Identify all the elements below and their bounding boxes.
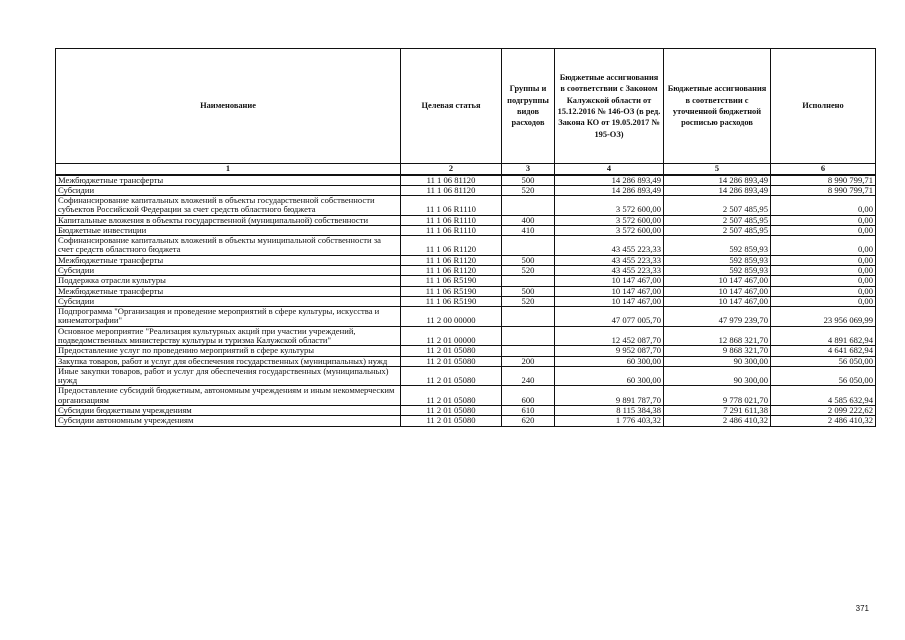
row-name: Поддержка отрасли культуры xyxy=(56,276,401,286)
header-refined-allocations: Бюджетные ассигнования в соответствии с уточненной бюджетной росписью расходов xyxy=(664,49,771,164)
row-name: Межбюджетные трансферты xyxy=(56,286,401,296)
table-row xyxy=(56,405,876,415)
header-law-allocations: Бюджетные ассигнования в соответствии с Законом Калужской области от 15.12.2016 № 146-ОЗ (в ред. Закона КО от 19.05.2017 № 195-ОЗ) xyxy=(555,49,664,164)
row-name: Межбюджетные трансферты xyxy=(56,175,401,186)
row-name: Субсидии xyxy=(56,266,401,276)
row-law-allocation: 43 455 223,33 xyxy=(555,255,664,265)
row-executed: 0,00 xyxy=(771,196,876,216)
row-target-article: 11 2 01 05080 xyxy=(401,416,502,426)
row-target-article: 11 1 06 R1120 xyxy=(401,255,502,265)
row-name: Подпрограмма "Организация и проведение мероприятий в сфере культуры, искусства и кинематографии" xyxy=(56,307,401,327)
row-expense-group xyxy=(502,346,555,356)
row-law-allocation: 47 077 005,70 xyxy=(555,307,664,327)
row-name: Закупка товаров, работ и услуг для обеспечения государственных (муниципальных) нужд xyxy=(56,356,401,366)
column-number: 1 xyxy=(56,164,401,175)
row-target-article: 11 1 06 R5190 xyxy=(401,296,502,306)
row-name: Субсидии бюджетным учреждениям xyxy=(56,405,401,415)
row-law-allocation: 60 300,00 xyxy=(555,356,664,366)
row-target-article: 11 2 01 00000 xyxy=(401,326,502,346)
header-row xyxy=(56,49,876,164)
row-law-allocation: 3 572 600,00 xyxy=(555,196,664,216)
row-law-allocation: 8 115 384,38 xyxy=(555,405,664,415)
row-law-allocation: 60 300,00 xyxy=(555,366,664,386)
row-expense-group: 240 xyxy=(502,366,555,386)
row-expense-group: 500 xyxy=(502,175,555,186)
table-row xyxy=(56,356,876,366)
row-refined-allocation: 14 286 893,49 xyxy=(664,175,771,186)
row-name: Основное мероприятие "Реализация культурных акций при участии учреждений, подведомственных министерству культуры и туризма Калужской области" xyxy=(56,326,401,346)
row-target-article: 11 1 06 R1120 xyxy=(401,266,502,276)
row-expense-group: 610 xyxy=(502,405,555,415)
row-name: Предоставление услуг по проведению мероприятий в сфере культуры xyxy=(56,346,401,356)
row-refined-allocation: 47 979 239,70 xyxy=(664,307,771,327)
row-law-allocation: 14 286 893,49 xyxy=(555,185,664,195)
page-number: 371 xyxy=(855,604,869,613)
row-expense-group: 600 xyxy=(502,386,555,406)
table-row xyxy=(56,366,876,386)
table-row xyxy=(56,296,876,306)
row-law-allocation: 1 776 403,32 xyxy=(555,416,664,426)
row-name: Субсидии xyxy=(56,296,401,306)
row-law-allocation: 14 286 893,49 xyxy=(555,175,664,186)
header-expense-groups: Группы и подгруппы видов расходов xyxy=(502,49,555,164)
row-refined-allocation: 9 868 321,70 xyxy=(664,346,771,356)
row-name: Субсидии xyxy=(56,185,401,195)
table-row xyxy=(56,215,876,225)
table-row xyxy=(56,255,876,265)
row-target-article: 11 2 01 05080 xyxy=(401,405,502,415)
row-executed: 8 990 799,71 xyxy=(771,175,876,186)
row-executed: 23 956 069,99 xyxy=(771,307,876,327)
row-executed: 2 099 222,62 xyxy=(771,405,876,415)
budget-execution-table xyxy=(55,48,876,427)
row-expense-group: 520 xyxy=(502,266,555,276)
row-target-article: 11 2 01 05080 xyxy=(401,386,502,406)
row-executed: 0,00 xyxy=(771,225,876,235)
row-target-article: 11 2 01 05080 xyxy=(401,346,502,356)
row-name: Иные закупки товаров, работ и услуг для обеспечения государственных (муниципальных) нужд xyxy=(56,366,401,386)
row-law-allocation: 43 455 223,33 xyxy=(555,236,664,256)
table-row xyxy=(56,276,876,286)
row-executed: 0,00 xyxy=(771,236,876,256)
row-executed: 0,00 xyxy=(771,286,876,296)
row-executed: 4 585 632,94 xyxy=(771,386,876,406)
row-executed: 8 990 799,71 xyxy=(771,185,876,195)
row-name: Бюджетные инвестиции xyxy=(56,225,401,235)
row-executed: 2 486 410,32 xyxy=(771,416,876,426)
row-target-article: 11 2 00 00000 xyxy=(401,307,502,327)
table-row xyxy=(56,416,876,426)
row-refined-allocation: 10 147 467,00 xyxy=(664,286,771,296)
row-refined-allocation: 12 868 321,70 xyxy=(664,326,771,346)
table-row xyxy=(56,196,876,216)
row-executed: 4 641 682,94 xyxy=(771,346,876,356)
column-number-row xyxy=(56,164,876,175)
row-refined-allocation: 7 291 611,38 xyxy=(664,405,771,415)
row-executed: 0,00 xyxy=(771,296,876,306)
row-refined-allocation: 2 507 485,95 xyxy=(664,215,771,225)
row-expense-group: 200 xyxy=(502,356,555,366)
row-expense-group: 500 xyxy=(502,286,555,296)
row-executed: 4 891 682,94 xyxy=(771,326,876,346)
table-row xyxy=(56,185,876,195)
row-name: Предоставление субсидий бюджетным, автономным учреждениям и иным некоммерческим организациям xyxy=(56,386,401,406)
row-name: Софинансирование капитальных вложений в объекты государственной собственности субъектов Российской Федерации за счет средств областного бюджета xyxy=(56,196,401,216)
row-target-article: 11 1 06 R1110 xyxy=(401,196,502,216)
table-row xyxy=(56,225,876,235)
row-law-allocation: 9 891 787,70 xyxy=(555,386,664,406)
row-name: Софинансирование капитальных вложений в объекты муниципальной собственности за счет средств областного бюджета xyxy=(56,236,401,256)
row-target-article: 11 1 06 81120 xyxy=(401,185,502,195)
row-expense-group xyxy=(502,236,555,256)
row-executed: 56 050,00 xyxy=(771,356,876,366)
row-expense-group: 520 xyxy=(502,296,555,306)
column-number: 5 xyxy=(664,164,771,175)
row-law-allocation: 10 147 467,00 xyxy=(555,296,664,306)
row-refined-allocation: 10 147 467,00 xyxy=(664,276,771,286)
row-expense-group xyxy=(502,276,555,286)
row-expense-group xyxy=(502,326,555,346)
row-target-article: 11 1 06 R1110 xyxy=(401,215,502,225)
row-refined-allocation: 2 507 485,95 xyxy=(664,196,771,216)
row-refined-allocation: 9 778 021,70 xyxy=(664,386,771,406)
row-executed: 0,00 xyxy=(771,255,876,265)
column-number: 3 xyxy=(502,164,555,175)
row-executed: 0,00 xyxy=(771,215,876,225)
row-target-article: 11 1 06 R5190 xyxy=(401,286,502,296)
row-law-allocation: 10 147 467,00 xyxy=(555,276,664,286)
header-target-article: Целевая статья xyxy=(401,49,502,164)
row-law-allocation: 12 452 087,70 xyxy=(555,326,664,346)
row-target-article: 11 1 06 R1110 xyxy=(401,225,502,235)
row-refined-allocation: 10 147 467,00 xyxy=(664,296,771,306)
row-expense-group xyxy=(502,196,555,216)
row-executed: 56 050,00 xyxy=(771,366,876,386)
row-expense-group: 400 xyxy=(502,215,555,225)
table-row xyxy=(56,266,876,276)
row-executed: 0,00 xyxy=(771,266,876,276)
row-law-allocation: 3 572 600,00 xyxy=(555,215,664,225)
table-row xyxy=(56,386,876,406)
row-refined-allocation: 2 507 485,95 xyxy=(664,225,771,235)
row-refined-allocation: 592 859,93 xyxy=(664,255,771,265)
row-target-article: 11 1 06 R1120 xyxy=(401,236,502,256)
row-name: Межбюджетные трансферты xyxy=(56,255,401,265)
row-expense-group: 410 xyxy=(502,225,555,235)
row-refined-allocation: 90 300,00 xyxy=(664,366,771,386)
table-row xyxy=(56,326,876,346)
row-refined-allocation: 592 859,93 xyxy=(664,236,771,256)
row-refined-allocation: 14 286 893,49 xyxy=(664,185,771,195)
column-number: 6 xyxy=(771,164,876,175)
row-target-article: 11 1 06 R5190 xyxy=(401,276,502,286)
row-name: Капитальные вложения в объекты государственной (муниципальной) собственности xyxy=(56,215,401,225)
row-law-allocation: 9 952 087,70 xyxy=(555,346,664,356)
row-target-article: 11 2 01 05080 xyxy=(401,366,502,386)
row-expense-group: 620 xyxy=(502,416,555,426)
row-expense-group: 500 xyxy=(502,255,555,265)
table-row xyxy=(56,307,876,327)
row-executed: 0,00 xyxy=(771,276,876,286)
row-expense-group: 520 xyxy=(502,185,555,195)
row-law-allocation: 10 147 467,00 xyxy=(555,286,664,296)
row-refined-allocation: 2 486 410,32 xyxy=(664,416,771,426)
header-executed: Исполнено xyxy=(771,49,876,164)
table-row xyxy=(56,286,876,296)
row-expense-group xyxy=(502,307,555,327)
row-law-allocation: 43 455 223,33 xyxy=(555,266,664,276)
table-row xyxy=(56,236,876,256)
row-name: Субсидии автономным учреждениям xyxy=(56,416,401,426)
table-row xyxy=(56,346,876,356)
column-number: 4 xyxy=(555,164,664,175)
table-row xyxy=(56,175,876,186)
row-law-allocation: 3 572 600,00 xyxy=(555,225,664,235)
row-target-article: 11 1 06 81120 xyxy=(401,175,502,186)
header-name: Наименование xyxy=(56,49,401,164)
row-refined-allocation: 592 859,93 xyxy=(664,266,771,276)
row-target-article: 11 2 01 05080 xyxy=(401,356,502,366)
row-refined-allocation: 90 300,00 xyxy=(664,356,771,366)
column-number: 2 xyxy=(401,164,502,175)
